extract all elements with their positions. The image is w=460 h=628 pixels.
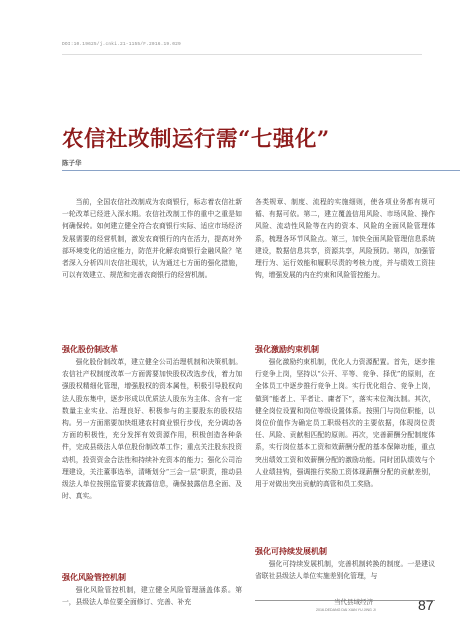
section-paragraph: 强化股份制改革，建立健全公司治理机制和决策机制。农信社产权制度改革一方面需要加快股权改选步伐，着力加强股权精细化管理，增强股权的资本属性，积极引导股权向法人股东集中，逐步形成以优质法人股东为主体、含有一定数量主业实业、治理良好、积极参与的主要股东的股权结构。另一方面需要加快组建农村商业银行步伐，充分调动各方面的积极性，充分发挥有效资源作用，积极创造各种条件，完成县级法人单位股份制改革工作；重点关注股东投资动机，投资资金合法性和持续补充资本的能力；强化公司治理建设，关注董事选举，清晰划分“三会一层”职责，推动县级法人单位按照监管要求披露信息，确保披露信息全面、及时、真实。: [62, 358, 242, 501]
section-shareholding: [62, 344, 242, 502]
section-heading: 强化可持续发展机制: [255, 547, 327, 556]
page-number: 87: [418, 597, 434, 613]
article-author: 陈子华: [62, 159, 82, 167]
section-risk-control: [62, 572, 242, 608]
intro-paragraph: 当前，全国农信社改制成为农商银行，标志着农信社新一轮改革已经进入深水期。农信社改制工作的重中之重是如何确保转。如何建立健全符合农商银行实际、适应市场经济发展需要的经营机制，激发农商银行的内在活力，提高对外部环境变化的适应能力，防范并化解农商银行金融风险？笔者深入分析四川农信社现状，认为通过七方面的强化措施，可以有效建立、规范和完善农商银行的经营机制。: [62, 198, 242, 280]
title-divider: [62, 170, 460, 171]
right-column: [255, 196, 435, 281]
section-sustainable: [255, 546, 435, 582]
section-heading: 强化股份制改革: [62, 345, 118, 354]
section-paragraph: 强化可持续发展机制，完善机制转换的制度。一是建议省联社县级法人单位实施差别化管理，与: [255, 560, 435, 581]
article-title: 农信社改制运行需“七强化”: [62, 127, 330, 152]
magazine-name-en: 2016.DEDANG DAI XIAN YU JING JI: [316, 608, 376, 612]
section-incentive: [255, 344, 435, 490]
doi-text: DOI:10.19625/j.cnki.21-1155/F.2016.19.029: [62, 42, 181, 47]
magazine-name: 当代县域经济: [334, 598, 373, 606]
left-column: [62, 196, 242, 281]
continued-paragraph: 各类规章、制度、流程的实施细则，使各项业务都有规可循、有据可依。第二，建立覆盖信用风险、市场风险、操作风险、流动性风险等在内的资本、风险的全面风险管理体系，梳理各环节风险点。第三，加快全面风险管理信息系统建设，数据信息共享，资源共享，风险预防。第四，加强管理行为、运行效能和履职尽责的考核力度，并与绩效工资挂钩，增强发展的内在约束和风险管控能力。: [255, 198, 435, 280]
section-paragraph: 强化风险管控机制，建立健全风险管理涵盖体系。第一，县级法人单位要全面修订、完善、补充: [62, 586, 242, 607]
header-rule: [62, 54, 422, 55]
section-heading: 强化激励约束机制: [255, 345, 319, 354]
section-paragraph: 强化激励约束机制，优化人力资源配置。首先，逐步推行竞争上岗，坚持以“公开、平等、竞争、择优”的原则，在全体员工中逐步推行竞争上岗。实行优化组合、竞争上岗，做到“能者上、平者让、庸者下”，落实末位淘汰制。其次，健全岗位设置和岗位等级设置体系。按照门与岗位职能，以岗位价值作为确定员工职级档次的主要依据，体现岗位责任、风险、贡献相匹配的原则。再次，完善薪酬分配制度体系，实行岗位基本工资和效薪酬分配的基本保障功能，重点突出绩效工资和效薪酬分配的激励功能。同时团队绩效与个人业绩挂钩，强调推行奖励工资体现薪酬分配的贡献差别，用于对做出突出贡献的高管和员工奖励。: [255, 358, 435, 489]
section-heading: 强化风险管控机制: [62, 573, 126, 582]
